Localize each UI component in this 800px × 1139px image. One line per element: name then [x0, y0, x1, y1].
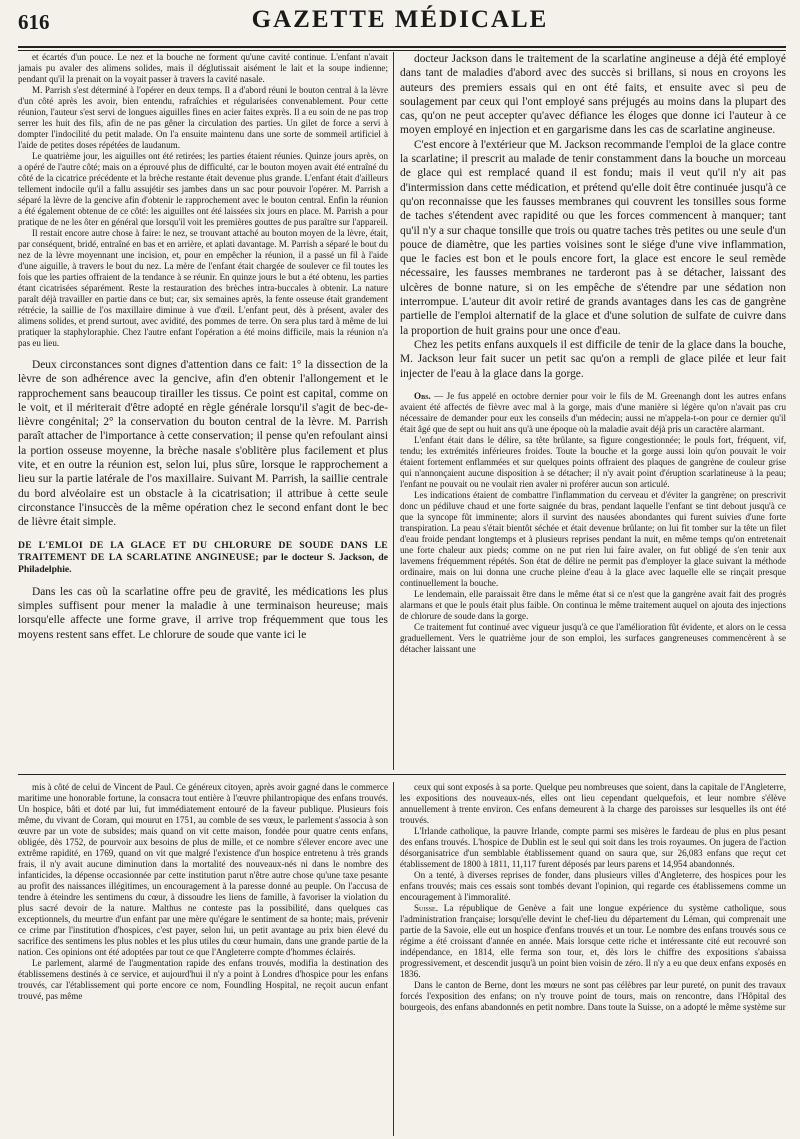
paragraph: Dans le canton de Berne, dont les mœurs ne sont pas célèbres par leur pureté, on punit des travaux forcés l'exposition des enfans; on n'y trouve point de tours, mais on rencontre, dans l'Hôpital des bourgeois, des enfans abandonnés en petit nombre. Dans toute la Suisse, on a adopté le même système sur [400, 980, 786, 1012]
paragraph: Ce traitement fut continué avec vigueur jusqu'à ce que l'amélioration fût évidente, et alors on le cessa graduellement. Vers le quatrième jour de son emploi, les surfaces gangreneuses commencèrent à se détacher laissant une [400, 621, 786, 654]
paragraph: et écartés d'un pouce. Le nez et la bouche ne forment qu'une cavité continue. L'enfant n'avait jamais pu avaler des alimens solides, mais il déglutissait aisément le lait et la soupe indienne; pendant qu'il la prenait on la voyait passer à travers la cavité nasale. [18, 52, 388, 84]
observation-text: — Je fus appelé en octobre dernier pour voir le fils de M. Greenangh dont les autres enfans avaient été affectés de fièvre avec mal à la gorge, mais d'une manière si légère qu'on n'avait pas cru nécessaire de demander pour eux les conseils d'un médecin; aussi ne m'appela-t-on pour ce dernier qu'il était âgé que de sept ou huit ans qu'à une époque où la maladie avait déjà pris un caractère alarmant. [400, 390, 786, 434]
paragraph: Le lendemain, elle paraissait être dans le même état si ce n'est que la gangrène avait fait des progrès alarmans et que le pouls était plus faible. On continua le même traitement auquel on ajouta des injections de chlorure de soude dans la gorge. [400, 588, 786, 621]
paragraph: Il restait encore autre chose à faire: le nez, se trouvant attaché au bouton moyen de la lèvre, était, par conséquent, bridé, entraîné en bas et en arrière, et aplati davantage. M. Parrish a séparé le bout du nez de la lèvre moyennant une incision, et, pour en empêcher la réunion, il a passé un fil à l'aide d'une aiguille, à travers le bout du nez. La mère de l'enfant était chargée de soulever ce fil toutes les fois que les parties offraient de la tendance à se réunir. En quinze jours le but a été obtenu, les parties étant cicatrisées séparément. Reste la restauration des brèches intra-buccales à obtenir. La nature paraît déjà travailler en partie dans ce but; car, six semaines après, la fente osseuse était grandement rétrécie, la saillie de l'os maxillaire diminue à vue d'œil. L'enfant peut, dès à présent, avaler des alimens solides, et prend surtout, avec avidité, des pommes de terre. On sera plus tard à même de lui pratiquer la staphyloraphie. Chez l'autre enfant l'opération a été moins difficile, mais la réunion n'a pas eu lieu. [18, 228, 388, 348]
paragraph: ceux qui sont exposés à sa porte. Quelque peu nombreuses que soient, dans la capitale de l'Angleterre, les expositions des nouveaux-nés, elles ont lieu cependant quelquefois, et leur nombre s'élève annuellement à trente environ. Ces enfans demeurent à la charge des paroisses sur lesquelles ils ont été trouvés. [400, 782, 786, 825]
observation-block [400, 391, 786, 655]
paragraph: docteur Jackson dans le traitement de la scarlatine angineuse a déjà été employé dans tant de maladies d'abord avec des succès si brillans, si nous en croyons les auteurs des premiers essais qui en ont été faits, et ensuite avec si peu de soulagement par ceux qui l'ont employé sans préjugés au moins dans la plupart des cas, qu'on ne peut accepter qu'avec défiance les éloges que donne ici l'auteur à ce moyen employé en injection et en gargarisme dans les cas de scarlatine angineuse. [400, 53, 786, 137]
paragraph: L'Irlande catholique, la pauvre Irlande, compte parmi ses misères le fardeau de plus en plus pesant des enfans trouvés. L'hospice de Dublin est le seul qui soit dans les trois royaumes. On jugera de l'action désorganisatrice d'un semblable établissement quand on saura que, sur 26,083 enfans que reçut cet établissement de 1800 à 1811, 11,117 furent déposés par leurs parens et 14,954 abandonnés. [400, 826, 786, 869]
section-heading [18, 540, 388, 577]
country-label: Suisse. [414, 903, 439, 913]
section-author: par le docteur S. Jackson, de Philadelphie. [18, 551, 388, 576]
paragraph: Le parlement, alarmé de l'augmentation rapide des enfans trouvés, modifia la destination des établissemens destinés à ce service, et aujourd'hui il n'y a point à Londres d'hospice pour les enfans trouvés, car l'établissement qui porte encore ce nom, Foundling Hospital, ne reçoit aucun enfant trouvé, pas même [18, 958, 388, 1001]
paragraph: Dans les cas où la scarlatine offre peu de gravité, les médications les plus simples suffisent pour mener la maladie à une terminaison heureuse; mais lorsqu'elle affecte une forme grave, il arrive trop fréquemment que tous les moyens restent sans effet. Le chlorure de soude que vante ici le [18, 585, 388, 641]
page-header [18, 4, 782, 44]
paragraph: M. Parrish s'est déterminé à l'opérer en deux temps. Il a d'abord réuni le bouton central à la lèvre d'un côté après les avoir, bien entendu, rafraîchies et régularisées convenablement. Pour cette réunion, l'auteur s'est servi de longues aiguilles fines en acier faites exprès. Il a eu soin de ne pas trop serrer les huit des fils, afin de ne pas gêner la circulation des parties. Un gilet de force a servi à dompter l'indocilité du petit malade. On l'a ensuite maintenu dans une sorte de sommeil artificiel à l'aide de petites doses répétées de laudanum. [18, 85, 388, 150]
section-title: DE L'EMLOI DE LA GLACE ET DU CHLORURE DE SOUDE DANS LE TRAITEMENT DE LA SCARLATINE ANGINEUSE; [18, 539, 388, 563]
paragraph: Le quatrième jour, les aiguilles ont été retirées; les parties étaient réunies. Quinze jours après, on a opéré de l'autre côté; mais on a éprouvé plus de difficulté, car le bouton moyen avait été entraîné du côté de la cicatrice précédente et la brèche restante était devenue plus grande. L'enfant était d'ailleurs tellement indocile qu'il a fallu assujétir ses jambes dans un sac pour pouvoir l'opérer. M. Parrish a séparé la lèvre de la gencive afin d'obtenir le rapprochement avec le bouton central. Enfin la réunion a été également obtenue de ce côté: les aiguilles ont été laissées six jours en place. M. Parrish a pour pratique de ne les ôter en général que lorsqu'il voit les premières gouttes de pus paraître sur l'appareil. [18, 151, 388, 227]
paragraph: Chez les petits enfans auxquels il est difficile de tenir de la glace dans la bouche, M. Jackson leur fait sucer un petit sac qu'on a rempli de glace pilée et leur fait injecter de l'eau à la glace dans la gorge. [400, 338, 786, 380]
paragraph: On a tenté, à diverses reprises de fonder, dans plusieurs villes d'Angleterre, des hospices pour les enfans trouvés; mais ces essais sont tombés devant l'opinion, qui regarde ces établissemens comme un encouragement à l'immoralité. [400, 870, 786, 902]
paragraph [400, 903, 786, 980]
column-lower-right [400, 782, 786, 1136]
paragraph-text: La république de Genève a fait une longue expérience du système catholique, sous l'administration française; lorsqu'elle devint le chef-lieu du département du Léman, qui comprenait une partie de la Savoie, elle eut un hospice d'enfans trouvés et un tour. Le nombre des enfans trouvés sous ce régime a été croissant d'année en année. Mais lorsque cette riche et intéressante cité eut recouvré son indépendance, en 1814, elle ferma son tour, et, dès lors le chiffre des expositions s'abaissa progressivement, et descendit jusqu'à un point bien voisin de zéro. Il n'y a eu que deux enfans exposés en 1836. [400, 903, 786, 979]
paragraph: C'est encore à l'extérieur que M. Jackson recommande l'emploi de la glace contre la scarlatine; il prescrit au malade de tenir constamment dans la bouche un morceau de glace qui est remplacé quand il est fondu; mais il veut qu'il n'y ait pas d'intermission dans cette médication, et prétend qu'elle doit être continuée jusqu'à ce qu'on reconnaisse que les fausses membranes qui couvrent les tonsilles sous forme de taches s'étendent avec rapidité ou que les forces commencent à manquer; tant qu'il n'y a sur chaque tonsille que trois ou quatre taches très petites ou une seule d'un pouce de diamètre, que les parties voisines sont le siége d'une vive inflammation, que le facies est bon et le pouls encore fort, la glace est encore le seul remède nécessaire, les fausses membranes ne tarderont pas à se détacher, laissant des ulcères de bonne nature, si on les empêche de s'étendre par une sédation non interrompue. L'auteur dit avoir retiré de grands avantages dans les cas de gangrène partielle de l'emploi alternatif de la glace et d'une solution de sulfate de cuivre dans la proportion de huit grains pour une once d'eau. [400, 138, 786, 337]
journal-title: GAZETTE MÉDICALE [251, 6, 549, 33]
paragraph [400, 391, 786, 435]
paragraph: Deux circonstances sont dignes d'attention dans ce fait: 1° la dissection de la lèvre de son adhérence avec la gencive, afin d'en obtenir l'allongement et le rapprochement sans beaucoup tirailler les tissus. Ce point est capital, comme on le voit, et il mériterait d'être adopté en règle générale lorsqu'il s'agit de bec-de-lièvre congénital; 2° la conservation du bouton central de la lèvre. M. Parrish paraît attacher de l'importance à cette conservation; il pense qu'en refoulant ainsi la portion osseuse moyenne, la brèche nasale s'oblitère plus facilement et plus vite, et en outre la réunion est, selon lui, plus sûre, lorsque le rapprochement a lieu sur la partie latérale de l'os maxillaire. Suivant M. Parrish, la saillie centrale du bord alvéolaire est un obstacle à la cicatrisation; il attribue à cette seule circonstance l'insuccès de la même opération chez le second enfant dont le bec de lièvre était simple. [18, 359, 388, 529]
column-lower-left [18, 782, 388, 1136]
paragraph: L'enfant était dans le délire, sa tête brûlante, sa figure congestionnée; le pouls fort, fréquent, vif, tendu; les extrémités inférieures froides. Toute la bouche et la gorge aussi loin qu'on pouvait le voir étaient fortement enflammées et sur quelques points offraient des plaques de gangrène de couleur grise qui n'annonçaient aucune disposition à se détacher; il n'y avait point d'éruption scarlatineuse à la peau; l'enfant ne pouvait ou ne voulait rien avaler ni proférer aucun son articulé. [400, 434, 786, 489]
observation-label: Obs. [414, 390, 431, 401]
paragraph: mis à côté de celui de Vincent de Paul. Ce généreux citoyen, après avoir gagné dans le commerce maritime une honorable fortune, la consacra tout entière à l'œuvre philantropique des enfans trouvés. Un hospice, bâti et doté par lui, fut immédiatement entouré de la faveur publique. Plusieurs fois même, du vivant de Coram, qui mourut en 1751, au comble de ses vœux, le parlement s'associa à son œuvre par un vote de subsides; mais quand on vit cette maison, fondée pour quatre cents enfans, obligée, dès 1752, de pourvoir aux besoins de plus de mille, et ce nombre s'élever encore avec une extrême rapidité, en 1769, quand on vit que malgré l'existence d'un hospice entretenu à très grands frais, il n'y avait aucune diminution dans la mortalité des nouveaux-nés ni dans le nombre des infanticides, la dépense occasionnée par cette institution parut n'être autre chose qu'une taxe pesante au profit des naissances illégitimes, un encouragement à la paresse donné au peuple. On l'accusa de tendre à éteindre les sentimens du cœur, à dissoudre les liens de famille, à favoriser la violation du plus sacré devoir de la nature. Malthus ne conteste pas la possibilité, dans quelques cas exceptionnels, du meurtre d'un enfant par une mère qu'égare le sentiment de sa honte; mais, prévenir ce crime par l'institution d'hospices, c'est payer, selon lui, un petit avantage au prix bien élevé du sacrifice des sentimens les plus nobles et les plus utiles du cœur humain, dans une grande partie de la nation. Ces opinions ont été adoptées par tout ce que l'Angleterre compte d'hommes éclairés. [18, 782, 388, 957]
column-upper-right [400, 52, 786, 770]
column-divider [393, 52, 394, 770]
page-number: 616 [18, 10, 50, 34]
paragraph: Les indications étaient de combattre l'inflammation du cerveau et d'éviter la gangrène; on prescrivit donc un pédiluve chaud et une forte saignée du bras, pendant laquelle l'enfant se tint debout jusqu'à ce que la syncope fût imminente; alors il survint des nausées abondantes qui furent suivies d'une forte transpiration. La peau s'était bientôt séchée et était devenue brûlante; on lui fit tomber sur la tête un filet d'eau froide pendant longtemps et à plusieurs reprises pendant la nuit, en même temps qu'on entretenait une forte chaleur aux pieds; comme on ne put rien lui faire avaler, on fut obligé de s'en tenir aux lavemens fréquemment répétés. Son état de délire ne permit pas d'employer la glace suivant la méthode ordinaire, mais on lui donna une cruche pleine d'eau à la glace avec laquelle elle se rinçait presque continuellement la bouche. [400, 489, 786, 588]
feuilleton-rule [18, 774, 786, 775]
column-divider [393, 782, 394, 1136]
header-rule [18, 46, 786, 51]
column-upper-left [18, 52, 388, 770]
